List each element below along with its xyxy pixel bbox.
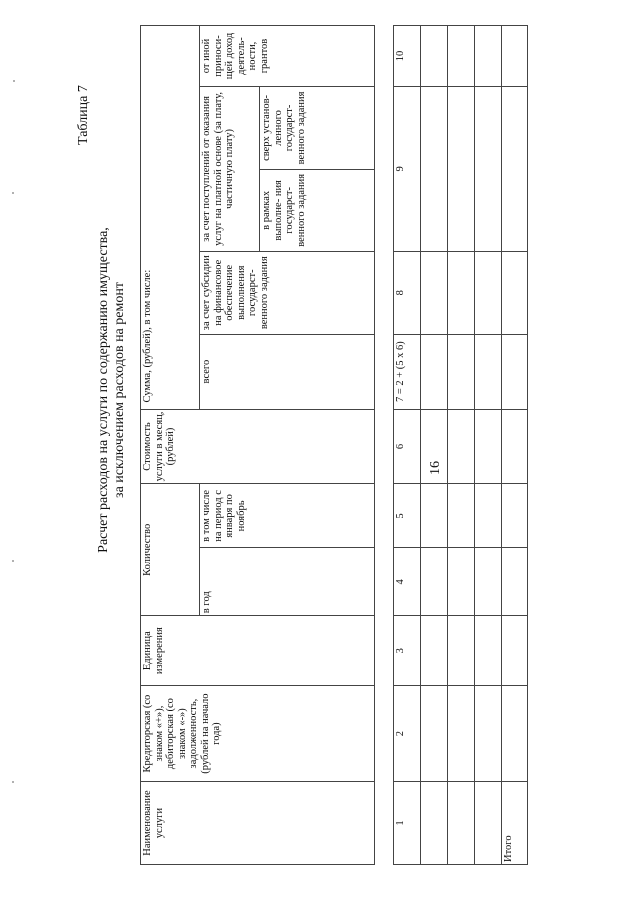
table-cell [421,616,448,686]
table-cell [421,484,448,548]
table-cell [448,484,475,548]
table-cell [421,409,448,484]
total-label: Итого [502,782,528,865]
col-num-8: 8 [394,251,421,334]
col-num-7: 7 = 2 + (5 x 6) [394,334,421,409]
table-cell [475,87,502,252]
table-cell [502,616,528,686]
col-num-1: 1 [394,782,421,865]
table-cell [502,686,528,782]
table-cell [475,26,502,87]
col-num-3: 3 [394,616,421,686]
table-cell [421,251,448,334]
table-cell [475,409,502,484]
expense-data-table [393,25,528,865]
header-quantity: Количество [141,484,200,616]
table-cell [448,334,475,409]
table-row [475,26,502,865]
table-cell [502,334,528,409]
table-cell [421,548,448,616]
table-cell [502,251,528,334]
table-cell [475,548,502,616]
table-cell [421,87,448,252]
table-cell [502,26,528,87]
table-cell [448,616,475,686]
table-cell [421,334,448,409]
column-number-row [394,26,421,865]
table-cell [502,548,528,616]
header-above-task: сверх установ- ленного государст- венного задания [260,87,375,170]
header-total: всего [200,334,375,409]
col-num-5: 5 [394,484,421,548]
table-cell [448,87,475,252]
col-num-4: 4 [394,548,421,616]
col-num-6: 6 [394,409,421,484]
table-cell [421,782,448,865]
header-monthly-cost: Стоимость услуги в месяц, (рублей) [141,409,375,484]
header-other-income: от иной приноси- щей доход деятель- ности, грантов [200,26,375,87]
header-qty-year: в год [200,548,375,616]
table-cell [475,484,502,548]
total-row [502,26,528,865]
table-cell [421,26,448,87]
header-within-task: в рамках выполне- ния государст- венного задания [260,169,375,251]
header-sum-total: Сумма, (рублей), в том числе: [141,26,200,410]
table-cell [448,548,475,616]
title-line-2: за исключением расходов на ремонт [112,282,127,498]
header-qty-period: в том числе на период с января по ноябрь [200,484,375,548]
table-cell [475,616,502,686]
header-service-name: Наименование услуги [141,782,375,865]
document-title [96,180,128,600]
table-cell [475,251,502,334]
col-num-9: 9 [394,87,421,252]
table-row [448,26,475,865]
table-cell [502,87,528,252]
table-cell [448,782,475,865]
table-cell [475,686,502,782]
table-label: Таблица 7 [76,85,91,145]
table-cell [475,334,502,409]
table-cell [502,409,528,484]
header-creditor-debtor: Кредиторская (со знаком «+»), дебиторская (со знаком «-») задолженность, (рублей на начало года) [141,686,375,782]
table-cell [448,686,475,782]
title-line-1: Расчет расходов на услуги по содержанию имущества, [96,227,111,553]
table-cell [448,251,475,334]
expense-header-table [140,25,375,865]
table-cell [421,686,448,782]
page-number: 16 [428,461,443,475]
table-cell [448,26,475,87]
col-num-10: 10 [394,26,421,87]
table-cell [502,484,528,548]
table-row [421,26,448,865]
col-num-2: 2 [394,686,421,782]
header-paid-services: за счет поступлений от оказания услуг на платной основе (за плату, частичную плату) [200,87,260,252]
header-unit: Единица измерения [141,616,375,686]
table-cell [475,782,502,865]
table-cell [448,409,475,484]
header-subsidy: за счет субсидии на финансовое обеспечение выполнения государст- венного задания [200,251,375,334]
